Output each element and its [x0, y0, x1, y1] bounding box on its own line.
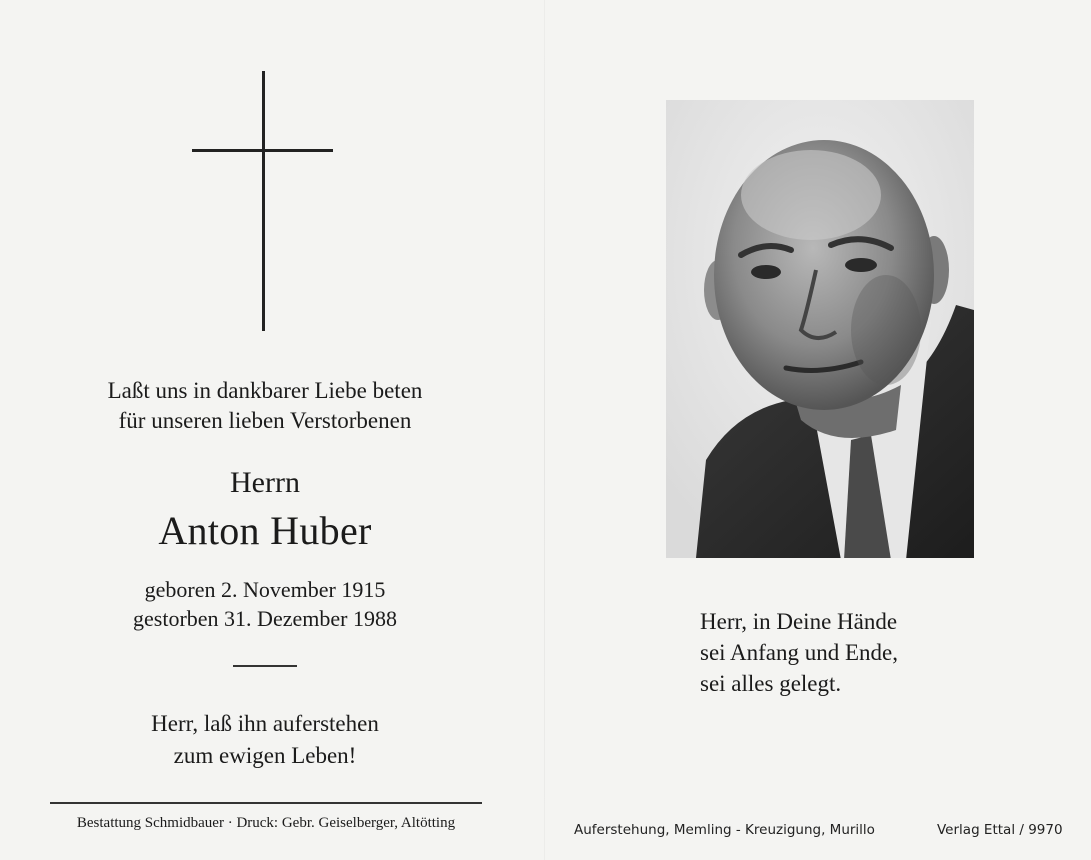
deceased-name: Anton Huber: [158, 508, 372, 553]
birth-date: geboren 2. November 1915: [144, 577, 386, 602]
cross-icon-vertical: [262, 71, 265, 331]
prayer-text: [0, 708, 530, 772]
portrait-photo: [666, 100, 974, 558]
divider-dash: [233, 665, 297, 667]
verse-line-1: Herr, in Deine Hände: [700, 609, 898, 634]
death-date: gestorben 31. Dezember 1988: [133, 606, 397, 631]
verse-line-3: sei alles gelegt.: [700, 671, 842, 696]
intro-text: [0, 376, 530, 436]
printer-credit: Bestattung Schmidbauer · Druck: Gebr. Geiselberger, Altötting: [76, 815, 456, 831]
salutation: Herrn: [230, 466, 300, 499]
prayer-line-1: Herr, laß ihn auferstehen: [151, 711, 379, 736]
footer-rule: [50, 802, 482, 804]
intro-line-1: Laßt uns in dankbarer Liebe beten: [107, 378, 423, 403]
verse-line-2: sei Anfang und Ende,: [700, 640, 899, 665]
publisher-credit: Verlag Ettal / 9970: [937, 822, 1063, 838]
cross-icon-horizontal: [192, 149, 333, 152]
portrait-image: [666, 100, 974, 558]
prayer-line-2: zum ewigen Leben!: [173, 743, 357, 768]
left-page: [0, 0, 545, 860]
artwork-credit: Auferstehung, Memling - Kreuzigung, Murillo: [574, 822, 875, 838]
verse-text: [700, 606, 898, 699]
intro-line-2: für unseren lieben Verstorbenen: [118, 408, 412, 433]
life-dates: [0, 575, 530, 633]
